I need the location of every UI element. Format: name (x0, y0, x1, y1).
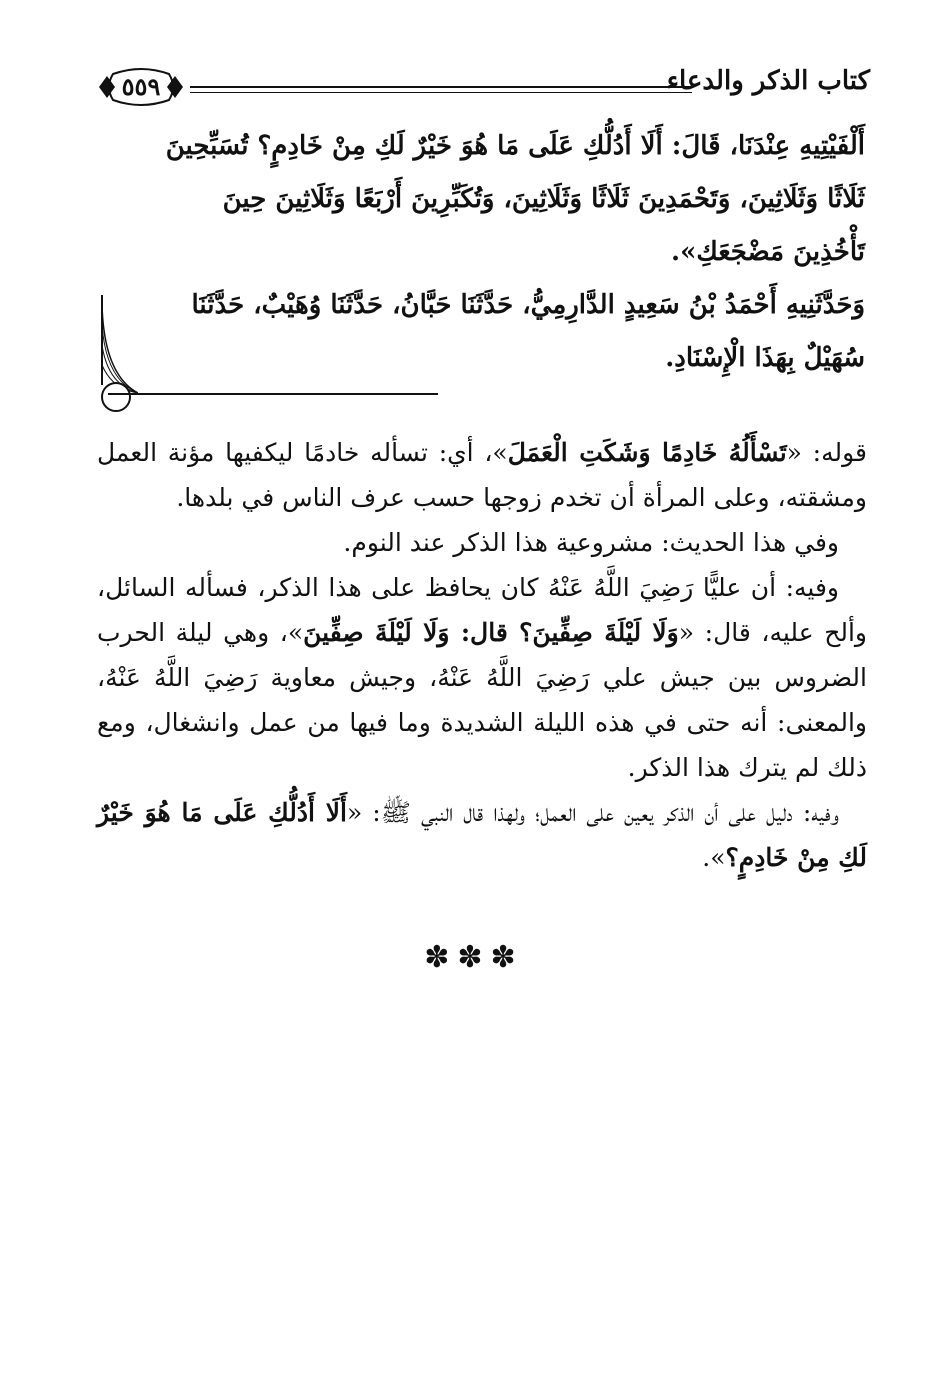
text-span: وفيه: دليل على أن الذكر يعين على العمل؛ ولهذا قال النبي ﷺ: « (346, 798, 839, 827)
section-separator-stars: ✽✽✽ (424, 940, 524, 975)
text-span: ». (702, 843, 726, 872)
quoted-text: وَلَا لَيْلَةَ صِفِّينَ؟ قال: وَلَا لَيْلَةَ صِفِّينَ (303, 618, 679, 647)
text-span: وفيه: أن عليًّا رَضِيَ اللَّهُ عَنْهُ كان يحافظ على هذا الذكر، فسأله السائل، وألح عليه، قال: « (97, 573, 867, 647)
quoted-text: تَسْأَلُهُ خَادِمًا وَشَكَتِ الْعَمَلَ (507, 438, 787, 467)
header-rule (190, 86, 692, 88)
commentary-text (97, 430, 867, 880)
commentary-paragraph: وفي هذا الحديث: مشروعية هذا الذكر عند النوم. (343, 528, 839, 557)
page-number: ٥٥٩ (121, 72, 161, 101)
hadith-text (100, 120, 865, 385)
hadith-line: ثَلَاثًا وَثَلَاثِينَ، وَتَحْمَدِينَ ثَلَاثًا وَثَلَاثِينَ، وَتُكَبِّرِينَ أَرْبَعًا وَثَلَاثِينَ حِينَ (222, 184, 865, 214)
commentary-paragraph (97, 430, 867, 520)
hadith-line: أَلْفَيْتِيهِ عِنْدَنَا، قَالَ: أَلَا أَدُلُّكِ عَلَى مَا هُوَ خَيْرٌ لَكِ مِنْ خَادِمٍ؟ تُسَبِّحِينَ (165, 131, 865, 161)
page-number-badge (95, 66, 187, 108)
book-title: كتاب الذكر والدعاء (666, 66, 870, 96)
quoted-text: أَلَا أَدُلُّكِ عَلَى مَا هُوَ خَيْرٌ لَكِ مِنْ خَادِمٍ؟ (97, 798, 867, 872)
section-divider (108, 393, 438, 395)
hadith-line: وَحَدَّثَنِيهِ أَحْمَدُ بْنُ سَعِيدٍ الدَّارِمِيُّ، حَدَّثَنَا حَبَّانُ، حَدَّثَنَا وُهَيْبٌ، حَدَّثَنَا (191, 290, 865, 320)
text-span: »، أي: تسأله خادمًا ليكفيها مؤنة العمل ومشقته، وعلى المرأة أن تخدم زوجها حسب عرف الناس في بلدها. (97, 438, 867, 512)
commentary-paragraph (97, 790, 867, 880)
page-header (95, 66, 870, 110)
text-span: قوله: « (786, 438, 867, 467)
commentary-paragraph (97, 565, 867, 790)
hadith-line: تَأْخُذِينَ مَضْجَعَكِ». (671, 237, 865, 267)
corner-ornament-icon (98, 295, 138, 415)
header-rule-thin (190, 92, 692, 93)
hadith-line: سُهَيْلٌ بِهَذَا الْإِسْنَادِ. (665, 343, 865, 373)
text-span: »، وهي ليلة الحرب الضروس بين جيش علي رَضِيَ اللَّهُ عَنْهُ، وجيش معاوية رَضِيَ اللَّهُ عَنْهُ، والمعنى: أنه حتى في هذه الليلة الشديدة وما فيها من عمل وانشغال، ومع ذلك لم يترك هذا الذكر. (97, 618, 867, 782)
